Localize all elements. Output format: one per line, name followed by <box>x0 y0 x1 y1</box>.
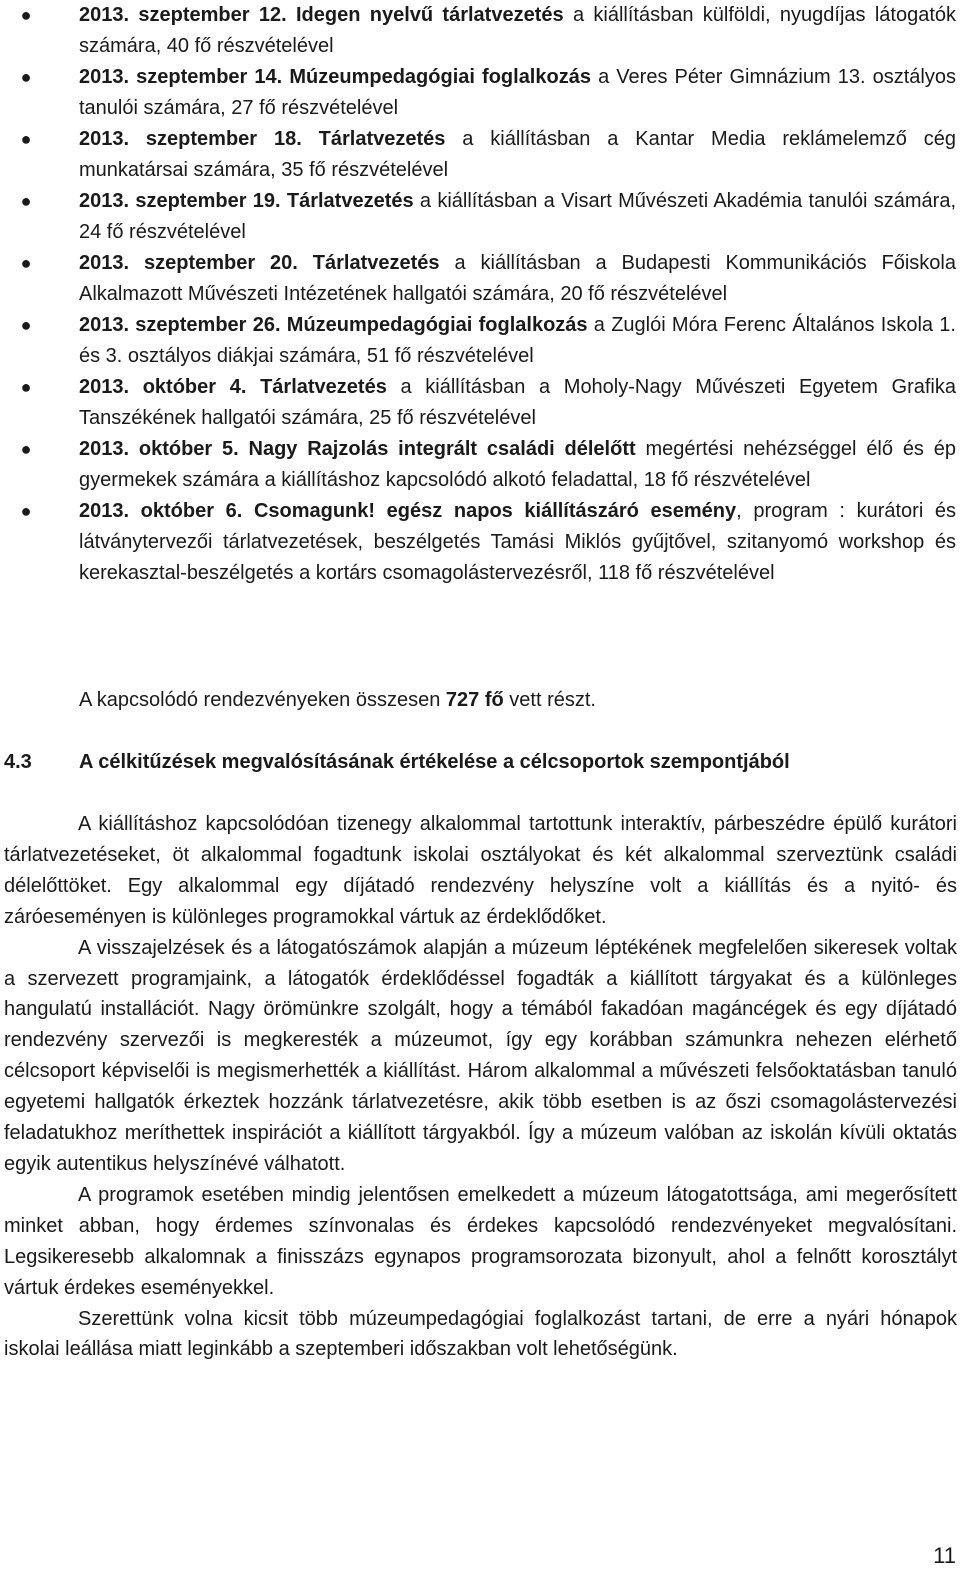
event-date: 2013. szeptember 18. <box>79 128 302 150</box>
event-item-1 <box>0 0 960 62</box>
summary-total: 727 fő <box>445 689 504 711</box>
event-date: 2013. október 6. <box>79 500 243 522</box>
event-item-3 <box>0 124 960 186</box>
event-description: a kiállításban a Kantar Media reklámelemző cég munkatársai számára, 35 fő részvételével <box>79 128 956 181</box>
event-title: Tárlatvezetés <box>318 128 446 150</box>
event-title: Múzeumpedagógiai foglalkozás <box>286 314 588 336</box>
event-title: Múzeumpedagógiai foglalkozás <box>289 66 591 88</box>
event-title: Tárlatvezetés <box>312 252 440 274</box>
summary-text-after: vett részt. <box>503 689 596 711</box>
bullet-icon: ● <box>20 191 32 211</box>
event-date: 2013. október 5. <box>79 438 239 460</box>
body-paragraph-1: A kiállításhoz kapcsolódóan tizenegy alkalommal tartottunk interaktív, párbeszédre épülő kurátori tárlatvezetéseket, öt alkalommal fogadtunk iskolai osztályokat és két alkalommal szerveztünk családi délelőttöket. Egy alkalommal egy díjátadó rendezvény helyszíne volt a kiállítás és a nyitó- és záróeseményen is különleges programokkal vártuk az érdeklődőket. <box>4 813 957 928</box>
event-date: 2013. szeptember 26. <box>79 314 281 336</box>
event-description: a Zuglói Móra Ferenc Általános Iskola 1. és 3. osztályos diákjai számára, 51 fő részvételével <box>79 314 956 367</box>
body-paragraph-2: A visszajelzések és a látogatószámok alapján a múzeum léptékének megfelelően sikeresek voltak a szervezett programjaink, a látogatók érdeklődéssel fogadták a kiállított tárgyakat és a különleges hangulatú installációt. Nagy örömünkre szolgált, hogy a témából fakadóan magáncégek és egy díjátadó rendezvény szervezői is megkeresték a múzeumot, így egy korábban számunkra nehezen elérhető célcsoport képviselői is megismerhették a kiállítást. Három alkalommal a művészeti felsőoktatásban tanuló egyetemi hallgatók érkeztek hozzánk tárlatvezetésre, akik több esetben is az őszi csomagolástervezési feladatukhoz meríthettek inspirációt a kiállított tárgyakból. Így a múzeum valóban az iskolán kívüli oktatás egyik autentikus helyszínévé válhatott. <box>4 936 957 1175</box>
event-description: a Veres Péter Gimnázium 13. osztályos tanulói számára, 27 fő részvételével <box>79 66 956 119</box>
summary-text-before: A kapcsolódó rendezvényeken összesen <box>79 689 446 711</box>
event-description: , program : kurátori és látványtervezői tárlatvezetések, beszélgetés Tamási Miklós gyűjtővel, szitanyomó workshop és kerekasztal-beszélgetés a kortárs csomagolástervezésről, 118 fő részvételével <box>79 500 957 584</box>
body-paragraph-3: A programok esetében mindig jelentősen emelkedett a múzeum látogatottsága, ami megerősített minket abban, hogy érdemes színvonalas és érdekes kapcsolódó rendezvényeket megvalósítani. Legsikeresebb alkalomnak a finisszázs egynapos programsorozata bizonyult, ahol a felnőtt korosztályt vártuk érdekes eseményekkel. <box>4 1183 957 1299</box>
event-title: Tárlatvezetés <box>286 190 414 212</box>
event-item-9 <box>0 496 960 589</box>
event-description: a kiállításban a Moholy-Nagy Művészeti Egyetem Grafika Tanszékének hallgatói számára, 25 fő részvételével <box>79 376 957 429</box>
bullet-icon: ● <box>20 67 32 87</box>
event-date: 2013. szeptember 19. <box>79 190 281 212</box>
event-date: 2013. szeptember 12. <box>79 4 287 26</box>
event-description: a kiállításban külföldi, nyugdíjas látogatók számára, 40 fő részvételével <box>79 4 957 57</box>
event-date: 2013. szeptember 14. <box>79 66 283 88</box>
bullet-icon: ● <box>20 5 32 25</box>
event-item-7 <box>0 372 960 434</box>
bullet-icon: ● <box>20 439 32 459</box>
event-list <box>0 0 960 589</box>
event-item-2 <box>0 62 960 124</box>
event-item-5 <box>0 248 960 310</box>
event-item-6 <box>0 310 960 372</box>
event-description: a kiállításban a Visart Művészeti Akadémia tanulói számára, 24 fő részvételével <box>79 190 957 243</box>
bullet-icon: ● <box>20 501 32 521</box>
page-number: 11 <box>933 1543 956 1568</box>
event-title: Idegen nyelvű tárlatvezetés <box>295 4 564 26</box>
event-item-8 <box>0 434 960 496</box>
event-item-4 <box>0 186 960 248</box>
event-date: 2013. szeptember 20. <box>79 252 298 274</box>
event-description: megértési nehézséggel élő és ép gyermekek számára a kiállításhoz kapcsolódó alkotó feladattal, 18 fő részvételével <box>79 438 956 491</box>
section-heading <box>4 747 954 778</box>
event-date: 2013. október 4. <box>79 376 247 398</box>
event-title: Csomagunk! egész napos kiállítászáró esemény <box>253 500 737 522</box>
event-title: Nagy Rajzolás integrált családi délelőtt <box>248 438 636 460</box>
bullet-icon: ● <box>20 253 32 273</box>
event-description: a kiállításban a Budapesti Kommunikációs Főiskola Alkalmazott Művészeti Intézetének hallgatói számára, 20 fő részvételével <box>79 252 956 305</box>
event-title: Tárlatvezetés <box>260 376 387 398</box>
bullet-icon: ● <box>20 315 32 335</box>
attendance-summary <box>79 685 596 716</box>
bullet-icon: ● <box>20 129 32 149</box>
section-number: 4.3 <box>4 751 32 773</box>
body-paragraph-4: Szerettünk volna kicsit több múzeumpedagógiai foglalkozást tartani, de erre a nyári hónapok iskolai leállása miatt leginkább a szeptemberi időszakban volt lehetőségünk. <box>4 1307 957 1361</box>
bullet-icon: ● <box>20 377 32 397</box>
section-body <box>4 809 957 1365</box>
section-title: A célkitűzések megvalósításának értékelése a célcsoportok szempontjából <box>79 751 790 773</box>
